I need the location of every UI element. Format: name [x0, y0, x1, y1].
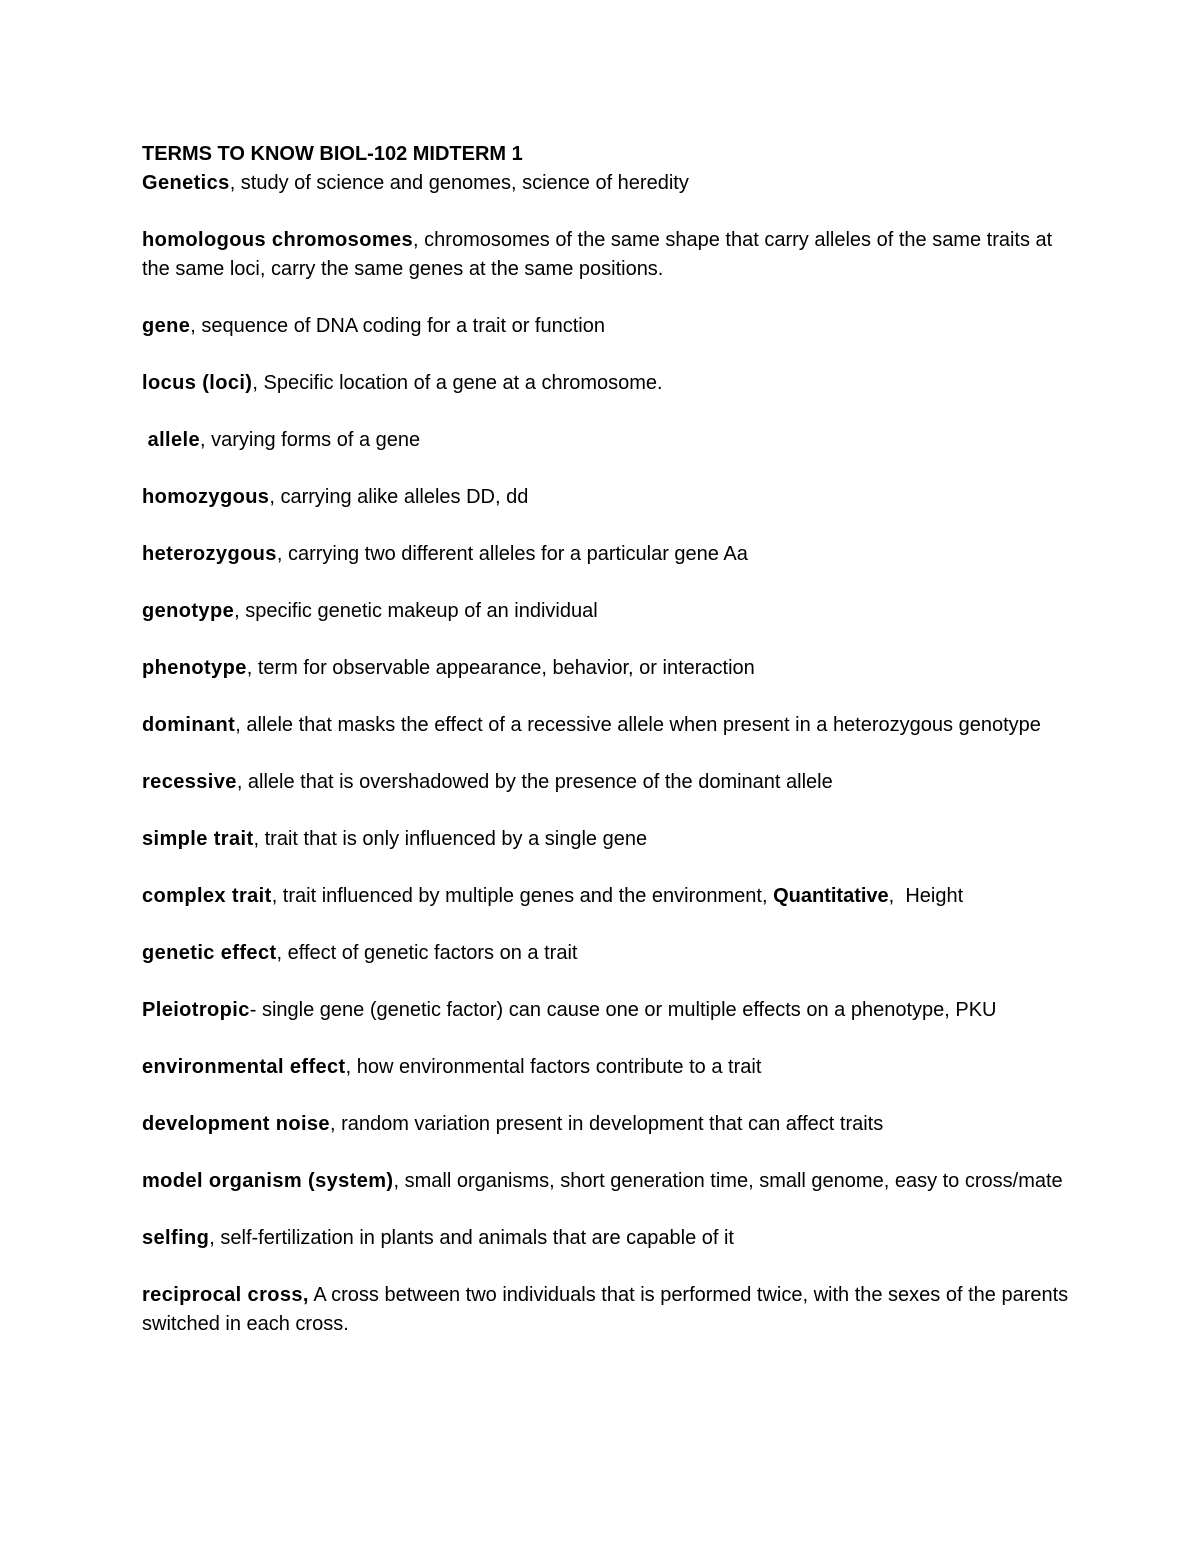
term-definition: , specific genetic makeup of an individual	[234, 600, 598, 622]
term-entry	[142, 312, 1072, 341]
document-title: TERMS TO KNOW BIOL-102 MIDTERM 1	[142, 143, 523, 165]
term-name: Genetics	[142, 172, 230, 194]
term-definition: , carrying two different alleles for a particular gene Aa	[276, 543, 748, 565]
term-definition: , allele that masks the effect of a recessive allele when present in a heterozygous genotype	[235, 714, 1041, 736]
term-name: Pleiotropic	[142, 999, 250, 1021]
term-entry	[142, 169, 1072, 198]
term-name: homozygous	[142, 486, 270, 508]
term-entry	[142, 597, 1072, 626]
term-definition: , how environmental factors contribute to a trait	[345, 1056, 762, 1078]
term-name: allele	[147, 429, 201, 451]
term-entry	[142, 1167, 1072, 1196]
term-entry	[142, 1110, 1072, 1139]
term-name: gene	[142, 315, 191, 337]
term-name: heterozygous	[142, 543, 277, 565]
term-definition: , term for observable appearance, behavior, or interaction	[246, 657, 755, 679]
term-name: genotype	[142, 600, 235, 622]
term-entry	[142, 1224, 1072, 1253]
term-definition: , Specific location of a gene at a chromosome.	[252, 372, 663, 394]
term-entry	[142, 1281, 1072, 1339]
term-entry	[142, 996, 1072, 1025]
terms-list	[142, 169, 1072, 1339]
term-definition: , carrying alike alleles DD, dd	[269, 486, 529, 508]
term-entry	[142, 654, 1072, 683]
term-entry	[142, 540, 1072, 569]
term-name: phenotype	[142, 657, 247, 679]
term-entry	[142, 1053, 1072, 1082]
term-name: reciprocal cross,	[142, 1284, 309, 1306]
term-name: model organism (system)	[142, 1170, 394, 1192]
term-entry	[142, 939, 1072, 968]
term-name: dominant	[142, 714, 236, 736]
term-definition: , allele that is overshadowed by the presence of the dominant allele	[236, 771, 833, 793]
term-definition: , sequence of DNA coding for a trait or function	[190, 315, 605, 337]
term-entry	[142, 768, 1072, 797]
term-definition: , study of science and genomes, science of heredity	[229, 172, 689, 194]
term-name: selfing	[142, 1227, 210, 1249]
term-name: genetic effect	[142, 942, 277, 964]
term-entry	[142, 226, 1072, 284]
term-emphasis: Quantitative	[773, 885, 889, 907]
term-name: environmental effect	[142, 1056, 346, 1078]
term-name: simple trait	[142, 828, 254, 850]
term-entry	[142, 825, 1072, 854]
term-entry	[142, 711, 1072, 740]
term-entry	[142, 483, 1072, 512]
term-definition: , varying forms of a gene	[200, 429, 421, 451]
term-definition: , trait influenced by multiple genes and the environment,	[271, 885, 774, 907]
term-entry	[142, 369, 1072, 398]
term-definition-tail: , Height	[888, 885, 964, 907]
term-name: complex trait	[142, 885, 272, 907]
term-definition: , random variation present in development that can affect traits	[329, 1113, 884, 1135]
term-name: recessive	[142, 771, 237, 793]
term-definition: - single gene (genetic factor) can cause one or multiple effects on a phenotype, PKU	[249, 999, 997, 1021]
document-page	[142, 140, 1072, 1367]
term-entry	[142, 882, 1072, 911]
term-definition: , trait that is only influenced by a single gene	[253, 828, 648, 850]
term-definition: , chromosomes of the same shape that carry alleles of the same traits at the same loci, carry the same genes at the same positions.	[142, 229, 1058, 280]
term-definition: , effect of genetic factors on a trait	[276, 942, 578, 964]
term-name: development noise	[142, 1113, 330, 1135]
term-name: homologous chromosomes	[142, 229, 414, 251]
term-definition: , small organisms, short generation time, small genome, easy to cross/mate	[393, 1170, 1063, 1192]
term-name: locus (loci)	[142, 372, 253, 394]
term-definition: A cross between two individuals that is performed twice, with the sexes of the parents switched in each cross.	[142, 1284, 1074, 1335]
term-definition: , self-fertilization in plants and animals that are capable of it	[209, 1227, 734, 1249]
term-entry	[142, 426, 1072, 455]
